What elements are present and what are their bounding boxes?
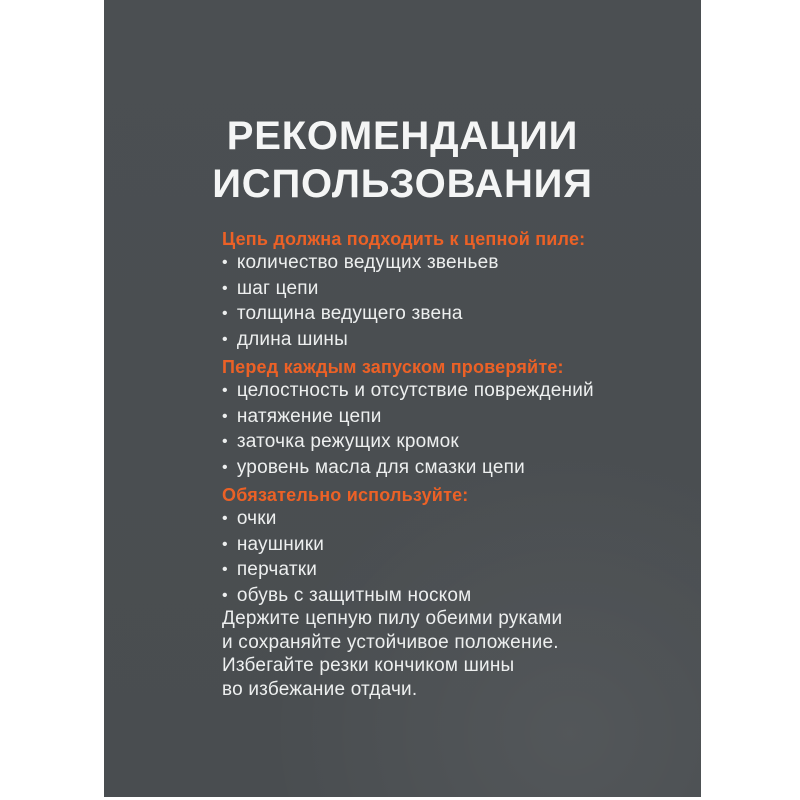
- list-item: • наушники: [222, 533, 661, 558]
- safety-note-line: и сохраняйте устойчивое положение.: [222, 631, 559, 653]
- list-item: • уровень масла для смазки цепи: [222, 456, 661, 481]
- section-required-equipment: [222, 483, 661, 609]
- section-chain-compatibility: [222, 227, 661, 353]
- bullet-list: [222, 251, 661, 353]
- safety-note-line: во избежание отдачи.: [222, 678, 418, 700]
- list-item: • количество ведущих звеньев: [222, 251, 661, 276]
- list-item: • толщина ведущего звена: [222, 302, 661, 327]
- section-heading: Обязательно используйте:: [222, 485, 469, 506]
- bullet-list: [222, 507, 661, 609]
- safety-note-line: Избегайте резки кончиком шины: [222, 655, 515, 677]
- section-heading: Цепь должна подходить к цепной пиле:: [222, 229, 586, 249]
- recommendations-card: [104, 0, 701, 797]
- list-item: • очки: [222, 507, 661, 532]
- page-title: [104, 0, 701, 208]
- recommendations-content: [222, 227, 661, 701]
- bullet-list: [222, 379, 661, 481]
- list-item: • целостность и отсутствие повреждений: [222, 379, 661, 404]
- section-heading: Перед каждым запуском проверяйте:: [222, 357, 564, 378]
- section-pre-start-checks: [222, 355, 661, 481]
- safety-note-line: Держите цепную пилу обеими руками: [222, 608, 563, 630]
- page-title-line-1: РЕКОМЕНДАЦИИ: [226, 114, 579, 158]
- list-item: • длина шины: [222, 328, 661, 353]
- list-item: • заточка режущих кромок: [222, 430, 661, 455]
- list-item: • перчатки: [222, 558, 661, 583]
- list-item: • шаг цепи: [222, 277, 661, 302]
- list-item: • натяжение цепи: [222, 405, 661, 430]
- page-title-line-2: ИСПОЛЬЗОВАНИЯ: [212, 162, 593, 206]
- list-item: • обувь с защитным носком: [222, 584, 661, 609]
- safety-note: [222, 607, 661, 701]
